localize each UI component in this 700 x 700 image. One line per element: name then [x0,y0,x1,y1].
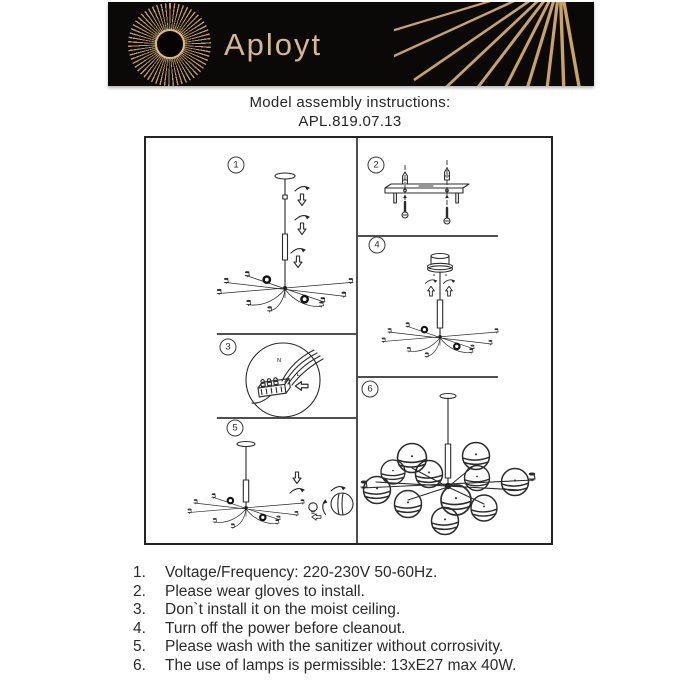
step-1-drawing [217,173,353,312]
note-number: 5. [133,638,146,656]
assembly-diagram [144,136,553,545]
note-item-4 [133,620,603,639]
diagram-drawing [146,138,551,543]
note-text: The use of lamps is permissible: 13xE27 max 40W. [165,656,517,674]
note-number: 2. [133,582,146,600]
note-text: Turn off the power before cleanout. [165,619,406,637]
note-item-3 [133,601,603,620]
note-item-5 [133,638,603,657]
step-3-drawing [246,343,323,417]
note-number: 1. [133,564,146,581]
step-number-6: 6 [362,381,379,398]
note-item-2 [133,583,603,602]
page-title: Model assembly instructions: [249,94,451,111]
step-number-5: 5 [227,420,244,437]
note-text: Please wear gloves to install. [165,582,365,600]
step-number-3: 3 [220,339,237,356]
model-number: APL.819.07.13 [298,113,402,130]
step-5-drawing [188,442,353,529]
title-block [0,93,700,131]
note-text: Voltage/Frequency: 220-230V 50-60Hz. [165,564,438,581]
note-text: Please wash with the sanitizer without corrosivity. [165,638,504,656]
note-number: 3. [133,601,146,619]
step-number-2: 2 [368,157,385,174]
sunburst-logo-core [155,29,185,59]
note-item-6 [133,657,603,676]
rays-decoration-icon [394,2,594,86]
note-item-1 [133,564,603,583]
notes-list [133,564,603,676]
note-text: Don`t install it on the moist ceiling. [165,601,401,619]
glass-globe [331,493,353,515]
brand-banner [108,2,594,86]
wire-label-l: L [296,372,300,378]
step-4-drawing [382,254,498,358]
step-6-drawing [361,394,535,535]
note-number: 6. [133,656,146,674]
step-number-4: 4 [369,237,386,254]
step-number-1: 1 [228,157,245,174]
wire-label-n: N [276,358,282,364]
brand-name: Aployt [224,27,323,62]
note-number: 4. [133,619,146,637]
step-2-drawing [385,160,469,224]
